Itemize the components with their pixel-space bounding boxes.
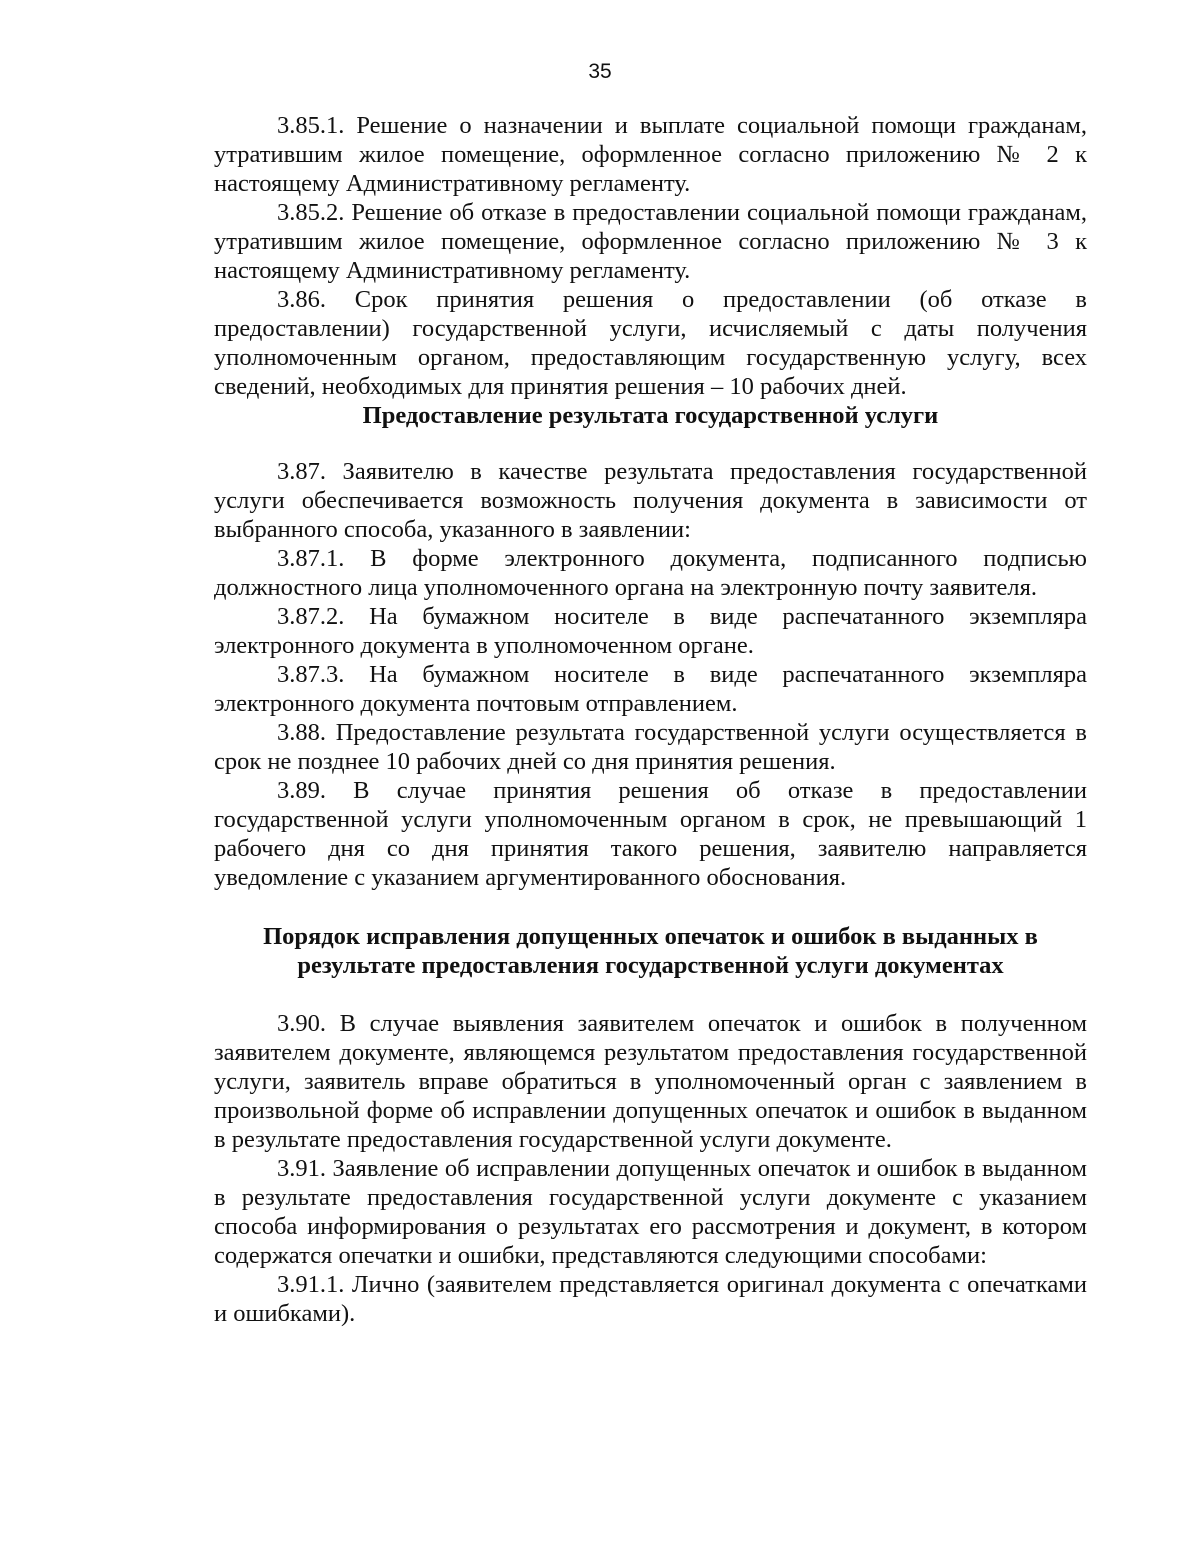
paragraph-3-85-2: 3.85.2. Решение об отказе в предоставлении социальной помощи гражданам, утратившим жилое помещение, оформленное согласно приложению № 3 к настоящему Административному регламенту. bbox=[214, 199, 1087, 284]
paragraph-3-91-1: 3.91.1. Лично (заявителем представляется оригинал документа с опечатками и ошибками). bbox=[214, 1271, 1087, 1327]
paragraph-3-87-1: 3.87.1. В форме электронного документа, подписанного подписью должностного лица уполномоченного органа на электронную почту заявителя. bbox=[214, 545, 1087, 601]
paragraph-3-90: 3.90. В случае выявления заявителем опечаток и ошибок в полученном заявителем документе, являющемся результатом предоставления государственной услуги, заявитель вправе обратиться в уполномоченный орган с заявлением в произвольной форме об исправлении допущенных опечаток и ошибок в выданном в результате предоставления государственной услуги документе. bbox=[214, 1010, 1087, 1153]
document-body bbox=[214, 111, 1087, 1328]
section-heading-corrections bbox=[214, 922, 1087, 980]
paragraph-3-88: 3.88. Предоставление результата государственной услуги осуществляется в срок не позднее 10 рабочих дней со дня принятия решения. bbox=[214, 719, 1087, 775]
paragraph-3-85-1: 3.85.1. Решение о назначении и выплате социальной помощи гражданам, утратившим жилое помещение, оформленное согласно приложению № 2 к настоящему Административному регламенту. bbox=[214, 112, 1087, 197]
paragraph-3-87-3: 3.87.3. На бумажном носителе в виде распечатанного экземпляра электронного документа почтовым отправлением. bbox=[214, 661, 1087, 717]
paragraph-3-86: 3.86. Срок принятия решения о предоставлении (об отказе в предоставлении) государственной услуги, исчисляемый с даты получения уполномоченным органом, предоставляющим государственную услугу, всех сведений, необходимых для принятия решения – 10 рабочих дней. bbox=[214, 286, 1087, 400]
paragraph-3-91: 3.91. Заявление об исправлении допущенных опечаток и ошибок в выданном в результате предоставления государственной услуги документе с указанием способа информирования о результатах его рассмотрения и документ, в котором содержатся опечатки и ошибки, представляются следующими способами: bbox=[214, 1155, 1087, 1269]
paragraph-3-89: 3.89. В случае принятия решения об отказе в предоставлении государственной услуги уполномоченным органом в срок, не превышающий 1 рабочего дня со дня принятия такого решения, заявителю направляется уведомление с указанием аргументированного обоснования. bbox=[214, 777, 1087, 891]
section-heading-corrections-line1: Порядок исправления допущенных опечаток и ошибок в выданных в bbox=[263, 923, 1038, 950]
section-heading-result: Предоставление результата государственной услуги bbox=[362, 402, 939, 429]
section-heading-corrections-line2: результате предоставления государственной услуги документах bbox=[297, 952, 1004, 979]
paragraph-3-87-2: 3.87.2. На бумажном носителе в виде распечатанного экземпляра электронного документа в уполномоченном органе. bbox=[214, 603, 1087, 659]
page-number: 35 bbox=[588, 60, 612, 83]
paragraph-3-87: 3.87. Заявителю в качестве результата предоставления государственной услуги обеспечивается возможность получения документа в зависимости от выбранного способа, указанного в заявлении: bbox=[214, 458, 1087, 543]
